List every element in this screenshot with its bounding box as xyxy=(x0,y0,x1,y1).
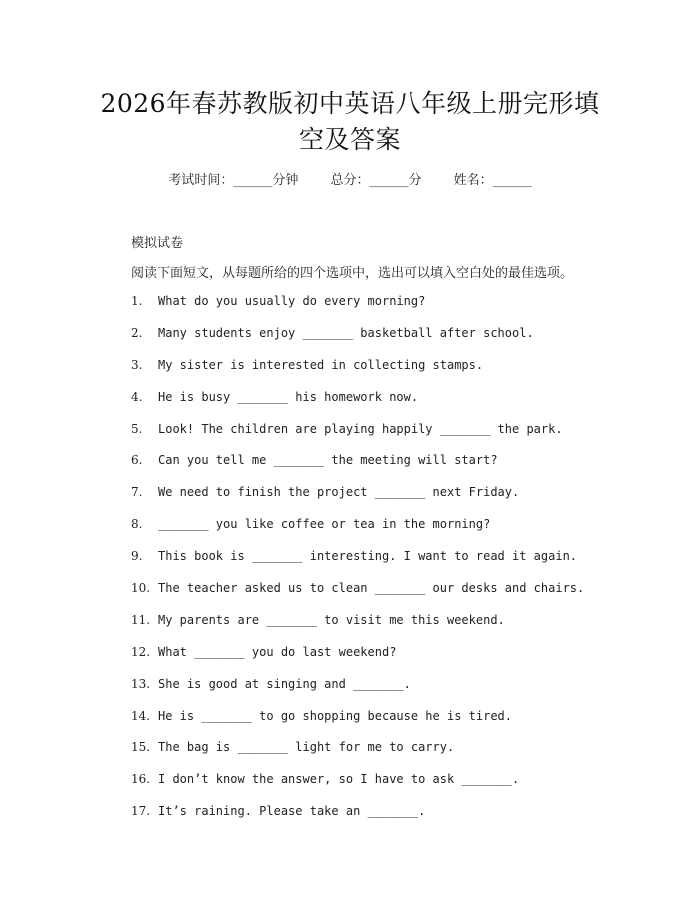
question-text: What do you usually do every morning? xyxy=(158,294,426,308)
question-text: _______ you like coffee or tea in the morning? xyxy=(158,517,491,532)
exam-time-field: 考试时间：______分钟 xyxy=(168,173,299,188)
question-number: 17. xyxy=(131,804,151,819)
question-text: He is busy _______ his homework now. xyxy=(158,389,419,404)
question-number: 8. xyxy=(131,517,143,532)
question-item xyxy=(131,390,631,422)
question-text: The teacher asked us to clean _______ our desks and chairs. xyxy=(158,581,585,596)
question-number: 14. xyxy=(131,708,151,723)
question-item xyxy=(131,517,631,549)
question-number: 3. xyxy=(131,357,143,372)
question-item xyxy=(131,422,631,454)
question-text: It’s raining. Please take an _______. xyxy=(158,804,426,819)
question-text: What _______ you do last weekend? xyxy=(158,644,397,659)
question-item xyxy=(131,294,631,326)
question-number: 1. xyxy=(131,294,143,308)
question-number: 2. xyxy=(131,325,143,340)
question-number: 5. xyxy=(131,421,143,436)
question-text: My parents are _______ to visit me this weekend. xyxy=(158,612,505,627)
question-text: My sister is interested in collecting stamps. xyxy=(158,357,484,372)
question-number: 10. xyxy=(131,581,151,596)
question-item xyxy=(131,740,631,772)
question-item xyxy=(131,709,631,741)
question-item xyxy=(131,326,631,358)
total-score-field: 总分：______分 xyxy=(330,173,422,188)
question-text: This book is _______ interesting. I want to read it again. xyxy=(158,549,578,564)
exam-meta xyxy=(0,169,700,188)
instruction-text: 阅读下面短文，从每题所给的四个选项中，选出可以填入空白处的最佳选项。 xyxy=(131,266,574,281)
question-text: Look! The children are playing happily _______ the park. xyxy=(158,421,563,436)
question-number: 6. xyxy=(131,453,143,468)
question-text: He is _______ to go shopping because he is tired. xyxy=(158,708,513,723)
question-item xyxy=(131,453,631,485)
question-text: Many students enjoy _______ basketball after school. xyxy=(158,325,534,340)
question-number: 9. xyxy=(131,549,143,564)
question-item xyxy=(131,485,631,517)
question-item xyxy=(131,613,631,645)
question-item xyxy=(131,645,631,677)
section-label: 模拟试卷 xyxy=(131,236,184,251)
document-title-line2: 空及答案 xyxy=(298,125,401,154)
question-item xyxy=(131,581,631,613)
question-text: The bag is _______ light for me to carry. xyxy=(158,740,455,755)
question-number: 15. xyxy=(131,740,151,755)
question-number: 12. xyxy=(131,644,151,659)
question-item xyxy=(131,358,631,390)
question-item xyxy=(131,549,631,581)
question-number: 13. xyxy=(131,676,151,691)
question-list xyxy=(131,294,631,836)
question-item xyxy=(131,804,631,836)
question-text: I don’t know the answer, so I have to ask _______. xyxy=(158,772,520,787)
student-name-field: 姓名：______ xyxy=(453,173,532,188)
question-number: 4. xyxy=(131,389,143,404)
question-item xyxy=(131,677,631,709)
question-number: 7. xyxy=(131,485,143,500)
question-text: We need to finish the project _______ next Friday. xyxy=(158,485,520,500)
question-text: She is good at singing and _______. xyxy=(158,676,411,691)
question-text: Can you tell me _______ the meeting will start? xyxy=(158,453,498,468)
document-title-line1: 2026年春苏教版初中英语八年级上册完形填 xyxy=(100,89,600,118)
question-number: 11. xyxy=(131,612,151,627)
question-item xyxy=(131,772,631,804)
question-number: 16. xyxy=(131,772,151,787)
